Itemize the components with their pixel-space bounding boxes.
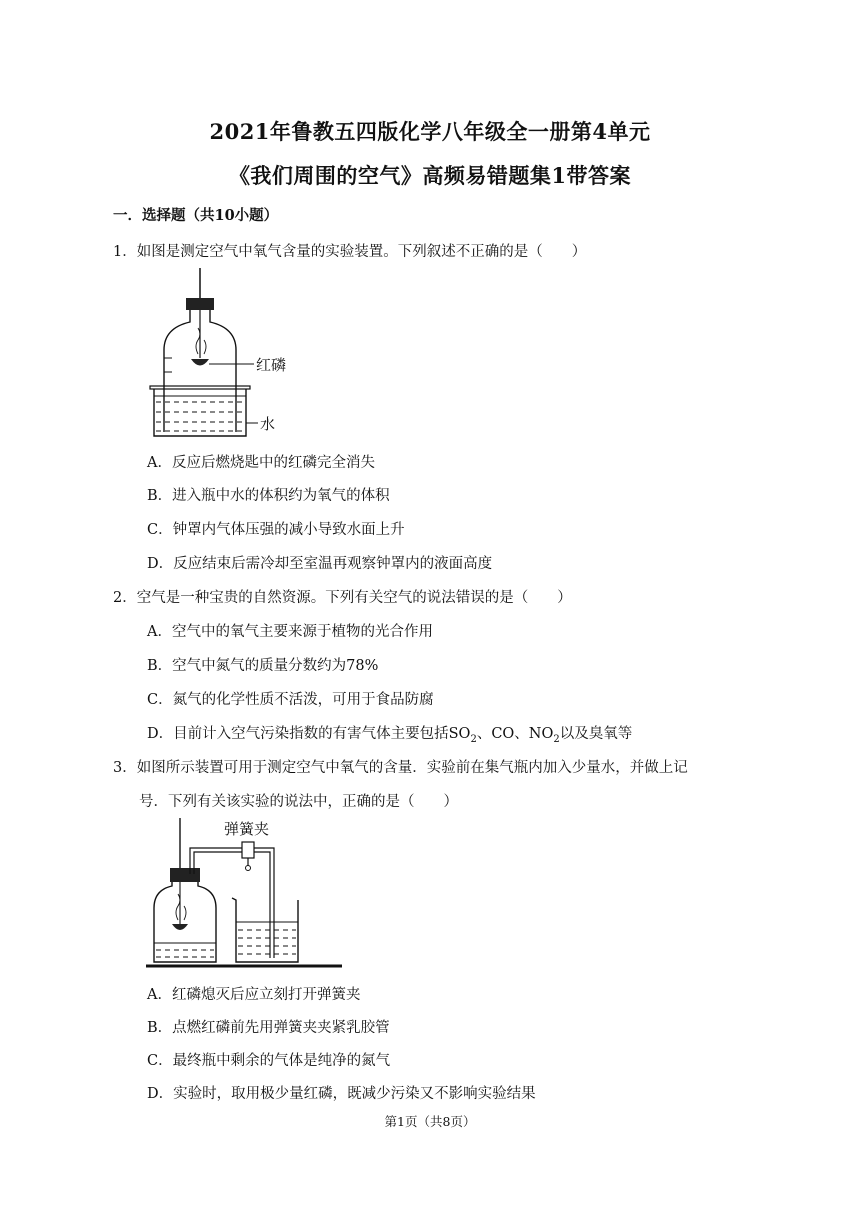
question-1-option-b[interactable]: B．进入瓶中水的体积约为氧气的体积 — [147, 488, 390, 504]
page-footer: 第1页（共8页） — [384, 1114, 476, 1129]
red-phosphorus-label: 红磷 — [256, 356, 287, 374]
question-1-stem: 1．如图是测定空气中氧气含量的实验装置。下列叙述不正确的是（ ） — [113, 244, 587, 260]
question-3-option-a[interactable]: A．红磷熄灭后应立刻打开弹簧夹 — [147, 987, 361, 1003]
water-label: 水 — [260, 415, 276, 433]
question-2-option-d[interactable] — [147, 722, 632, 745]
question-3-option-b[interactable]: B．点燃红磷前先用弹簧夹夹紧乳胶管 — [147, 1020, 390, 1036]
option-d-mid: 、CO、NO — [476, 726, 554, 742]
question-2-option-c[interactable]: C．氮气的化学性质不活泼，可用于食品防腐 — [147, 692, 434, 708]
question-3-stem-line1: 3．如图所示装置可用于测定空气中氧气的含量．实验前在集气瓶内加入少量水，并做上记 — [113, 760, 688, 776]
question-3-option-d[interactable]: D．实验时，取用极少量红磷，既减少污染又不影响实验结果 — [147, 1086, 536, 1102]
option-d-suffix: 以及臭氧等 — [559, 726, 633, 742]
so2-subscript: 2 — [470, 733, 477, 745]
question-1-figure — [140, 266, 310, 444]
question-3-option-c[interactable]: C．最终瓶中剩余的气体是纯净的氮气 — [147, 1053, 391, 1069]
question-1-option-a[interactable]: A．反应后燃烧匙中的红磷完全消失 — [147, 455, 375, 471]
section-heading: 一．选择题（共10小题） — [113, 207, 279, 224]
question-2-option-a[interactable]: A．空气中的氧气主要来源于植物的光合作用 — [147, 624, 433, 640]
document-title-line2: 《我们周围的空气》高频易错题集1带答案 — [228, 163, 632, 188]
question-1-option-c[interactable]: C．钟罩内气体压强的减小导致水面上升 — [147, 522, 405, 538]
question-3-figure — [146, 816, 346, 972]
question-3-stem-line2: 号．下列有关该实验的说法中，正确的是（ ） — [139, 794, 458, 810]
document-title-line1: 2021年鲁教五四版化学八年级全一册第4单元 — [209, 119, 651, 144]
question-1-option-d[interactable]: D．反应结束后需冷却至室温再观察钟罩内的液面高度 — [147, 556, 493, 572]
question-2-option-b[interactable]: B．空气中氮气的质量分数约为78% — [147, 658, 379, 674]
no2-subscript: 2 — [553, 733, 560, 745]
spring-clamp-label: 弹簧夹 — [224, 820, 270, 838]
question-2-stem: 2．空气是一种宝贵的自然资源。下列有关空气的说法错误的是（ ） — [113, 590, 572, 606]
option-d-prefix: D．目前计入空气污染指数的有害气体主要包括SO — [147, 726, 471, 742]
